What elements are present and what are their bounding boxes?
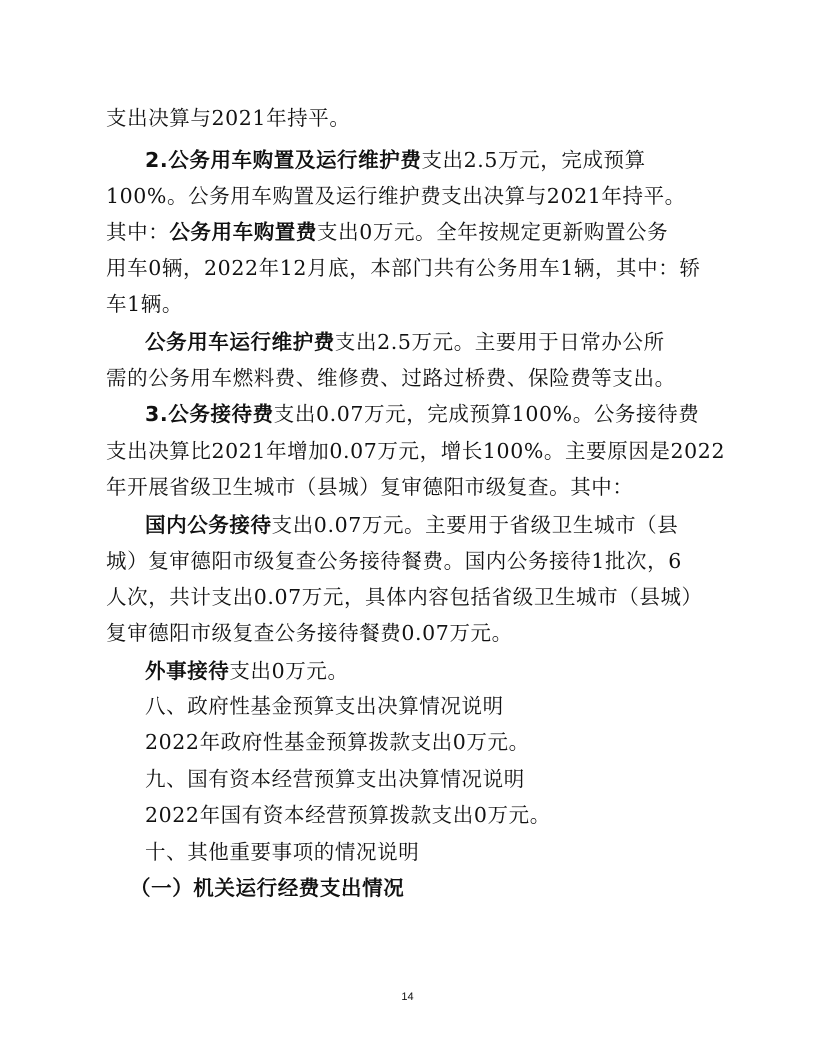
text: 人次，共计支出0.07万元，具体内容包括省级卫生城市（县城） (106, 585, 703, 609)
section-heading (145, 691, 504, 721)
paragraph-line (145, 800, 551, 830)
text: 支出2.5万元，完成预算 (421, 148, 646, 172)
text: 支出0万元。全年按规定更新购置公务 (317, 220, 669, 244)
paragraph-line (106, 436, 725, 466)
paragraph-line (106, 546, 682, 576)
paragraph-line (145, 656, 349, 686)
paragraph-line (106, 582, 703, 612)
text: 需的公务用车燃料费、维修费、过路过桥费、保险费等支出。 (106, 366, 676, 390)
text: 车1辆。 (106, 292, 183, 316)
paragraph-line (106, 217, 668, 247)
text: 其中： (106, 220, 170, 244)
paragraph-line (106, 363, 676, 393)
text: 用车0辆，2022年12月底，本部门共有公务用车1辆，其中：轿 (106, 256, 701, 280)
paragraph-line (145, 510, 678, 540)
bold-term: 3.公务接待费 (145, 402, 274, 426)
text: 100%。公务用车购置及运行维护费支出决算与2021年持平。 (106, 184, 686, 208)
subsection-heading (130, 873, 404, 903)
paragraph-line (145, 327, 665, 357)
text: 年开展省级卫生城市（县城）复审德阳市级复查。其中： (106, 475, 634, 499)
text: 支出决算与2021年持平。 (106, 106, 351, 130)
bold-term: 公务用车购置费 (169, 220, 318, 244)
paragraph-line (106, 289, 183, 319)
heading-text: 十、其他重要事项的情况说明 (145, 840, 420, 864)
text: 支出0万元。 (229, 659, 349, 683)
text: 2022年国有资本经营预算拨款支出0万元。 (145, 803, 551, 827)
text: 支出2.5万元。主要用于日常办公所 (334, 330, 665, 354)
paragraph-line (145, 145, 646, 175)
paragraph-line (106, 472, 634, 502)
paragraph-line (106, 618, 513, 648)
paragraph-line (145, 399, 699, 429)
bold-term: 外事接待 (145, 659, 230, 683)
paragraph-line (106, 103, 350, 133)
text: 支出0.07万元，完成预算100%。公务接待费 (273, 402, 700, 426)
paragraph-line (106, 253, 700, 283)
text: 支出决算比2021年增加0.07万元，增长100%。主要原因是2022 (106, 439, 726, 463)
section-heading (145, 764, 525, 794)
bold-term: 国内公务接待 (145, 513, 272, 537)
text: 2022年政府性基金预算拨款支出0万元。 (145, 730, 530, 754)
paragraph-line (145, 727, 530, 757)
section-heading (145, 837, 419, 867)
heading-text: 九、国有资本经营预算支出决算情况说明 (145, 767, 525, 791)
text: 支出0.07万元。主要用于省级卫生城市（县 (271, 513, 679, 537)
heading-text: 八、政府性基金预算支出决算情况说明 (145, 694, 504, 718)
text: 复审德阳市级复查公务接待餐费0.07万元。 (106, 621, 513, 645)
paragraph-line (106, 181, 686, 211)
text: 城）复审德阳市级复查公务接待餐费。国内公务接待1批次，6 (106, 549, 682, 573)
bold-term: 2.公务用车购置及运行维护费 (145, 148, 422, 172)
page-number: 14 (401, 991, 414, 1003)
bold-term: 公务用车运行维护费 (145, 330, 335, 354)
heading-text: （一）机关运行经费支出情况 (130, 876, 405, 900)
